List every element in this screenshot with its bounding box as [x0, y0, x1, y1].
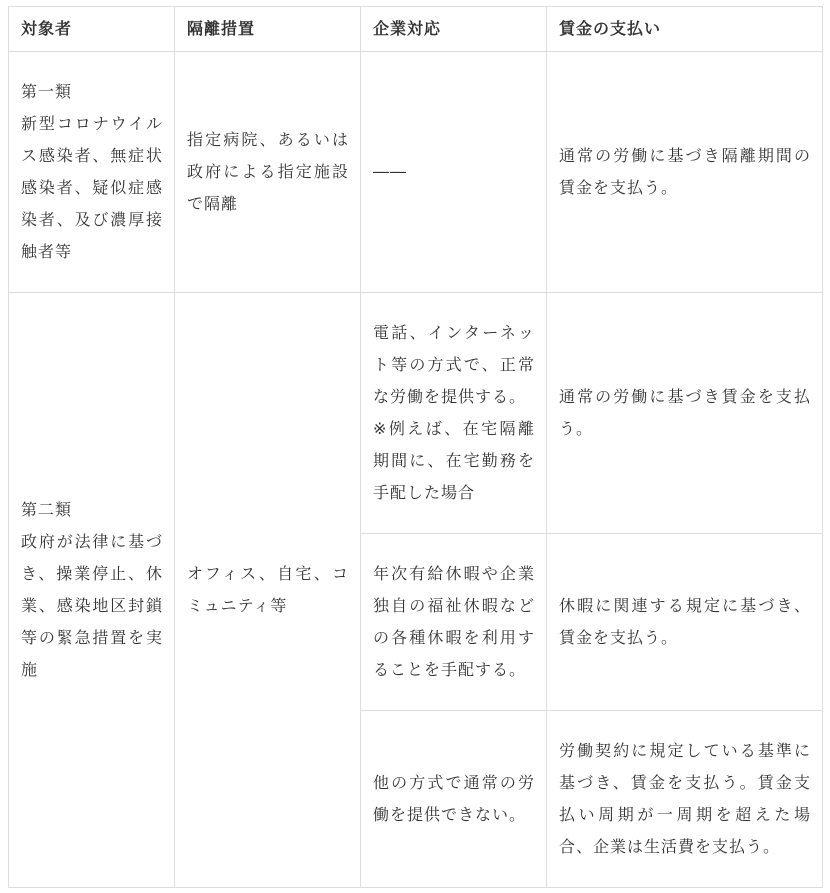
measures-table	[8, 6, 823, 888]
category2-wage-1: 通常の労働に基づき賃金を支払う。	[547, 293, 823, 534]
category2-response-1: 電話、インターネット等の方式で、正常な労働を提供する。	[373, 323, 535, 406]
category2-wage-3: 労働契約に規定している基準に基づき、賃金を支払う。賃金支払い周期が一周期を超えた場合、企業は生活費を支払う。	[547, 711, 823, 888]
header-response: 企業対応	[361, 7, 547, 52]
category2-response-2: 年次有給休暇や企業独自の福祉休暇などの各種休暇を利用することを手配する。	[361, 534, 547, 711]
header-row	[9, 7, 823, 52]
category2-title: 第二類	[21, 500, 73, 519]
category2-response-note: ※例えば、在宅隔離期間に、在宅勤務を手配した場合	[373, 419, 535, 502]
table-body	[9, 52, 823, 888]
category1-subject-cell	[9, 52, 175, 293]
category2-response-cell	[361, 293, 547, 534]
table-row	[9, 293, 823, 534]
category2-subject-cell	[9, 293, 175, 888]
category2-wage-2: 休暇に関連する規定に基づき、賃金を支払う。	[547, 534, 823, 711]
category1-wage: 通常の労働に基づき隔離期間の賃金を支払う。	[547, 52, 823, 293]
category2-isolation: オフィス、自宅、コミュニティ等	[175, 293, 361, 888]
category1-subject: 新型コロナウイルス感染者、無症状感染者、疑似症感染者、及び濃厚接触者等	[21, 114, 163, 261]
table-row	[9, 52, 823, 293]
table-header	[9, 7, 823, 52]
category2-response-3: 他の方式で通常の労働を提供できない。	[361, 711, 547, 888]
category1-isolation: 指定病院、あるいは政府による指定施設で隔離	[175, 52, 361, 293]
header-wage: 賃金の支払い	[547, 7, 823, 52]
category1-title: 第一類	[21, 82, 73, 101]
header-isolation: 隔離措置	[175, 7, 361, 52]
category2-subject: 政府が法律に基づき、操業停止、休業、感染地区封鎖等の緊急措置を実施	[21, 532, 163, 679]
header-subject: 対象者	[9, 7, 175, 52]
category1-response: ――	[361, 52, 547, 293]
